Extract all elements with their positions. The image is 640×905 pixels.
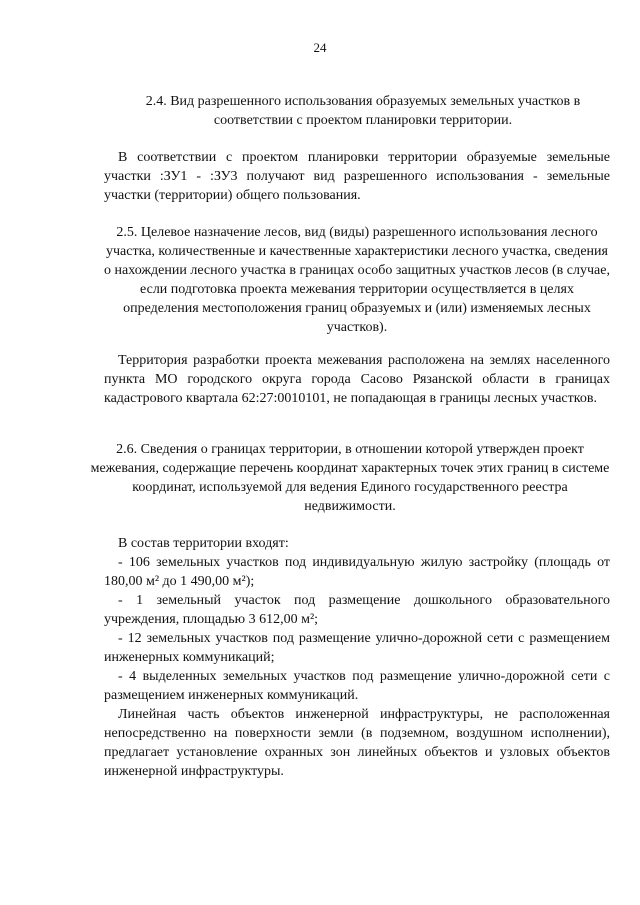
section-2-6-closing: Линейная часть объектов инженерной инфраструктуры, не расположенная непосредственно на поверхности земли (в подземном, воздушном исполнении), предлагает установление охранных зон линейных объектов и узловых объектов инженерной инфраструктуры. bbox=[104, 707, 610, 779]
section-2-6-heading: 2.6. Сведения о границах территории, в отношении которой утвержден проект межевания, содержащие перечень координат характерных точек этих границ в системе координат, используемой для ведения Единого государственного реестра недвижимости. bbox=[90, 442, 610, 514]
section-2-6-item-4: - 4 выделенных земельных участков под размещение улично-дорожной сети с размещением инженерных коммуникаций. bbox=[104, 669, 610, 703]
page-number: 24 bbox=[313, 40, 327, 55]
section-2-6-item-2: - 1 земельный участок под размещение дошкольного образовательного учреждения, площадью 3 612,00 м²; bbox=[104, 593, 610, 627]
section-2-5-body: Территория разработки проекта межевания расположена на землях населенного пункта МО городского округа города Сасово Рязанской области в границах кадастрового квартала 62:27:0010101, не попадающая в границы лесных участков. bbox=[104, 353, 610, 406]
section-2-5-heading: 2.5. Целевое назначение лесов, вид (виды) разрешенного использования лесного участка, количественные и качественные характеристики лесного участка, сведения о нахождении лесного участка в границах особо защитных участков лесов (в случае, если подготовка проекта межевания территории осуществляется в целях определения местоположения границ образуемых и (или) изменяемых лесных участков). bbox=[104, 225, 610, 335]
section-2-6-item-1: - 106 земельных участков под индивидуальную жилую застройку (площадь от 180,00 м² до 1 490,00 м²); bbox=[104, 555, 610, 589]
section-2-6-intro: В состав территории входят: bbox=[118, 536, 289, 551]
section-2-4-body: В соответствии с проектом планировки территории образуемые земельные участки :ЗУ1 - :ЗУ3 получают вид разрешенного использования - земельные участки (территории) общего пользования. bbox=[104, 150, 610, 203]
section-2-4-heading: 2.4. Вид разрешенного использования образуемых земельных участков в соответствии с проектом планировки территории. bbox=[145, 94, 581, 128]
section-2-6-item-3: - 12 земельных участков под размещение улично-дорожной сети с размещением инженерных коммуникаций; bbox=[104, 631, 610, 665]
